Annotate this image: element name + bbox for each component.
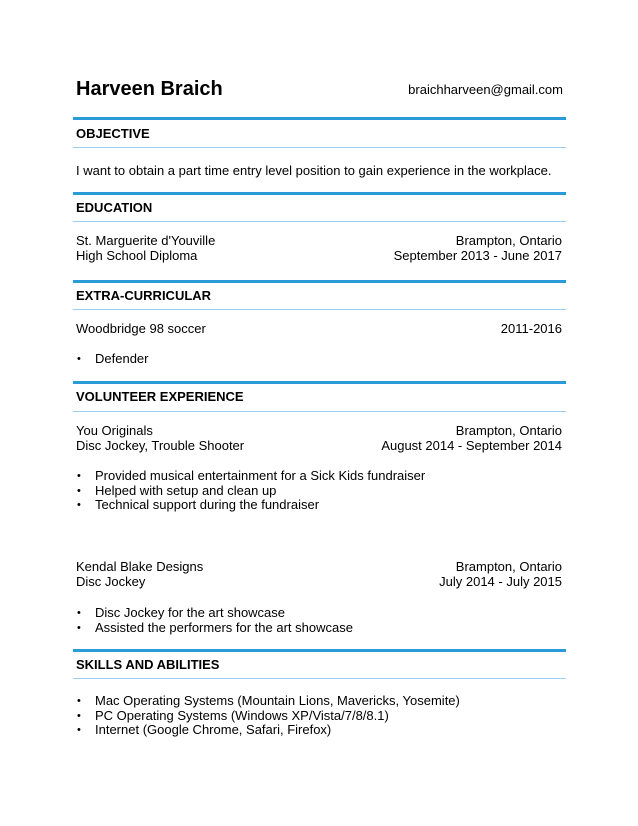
section-rule-thin [73,221,566,222]
resume-header [76,77,563,103]
extracurricular-activity: Woodbridge 98 soccer [76,321,206,336]
extracurricular-bullets [76,352,148,367]
education-school: St. Marguerite d'Youville [76,233,216,248]
list-item: • Helped with setup and clean up [77,482,277,498]
education-location: Brampton, Ontario [455,233,562,248]
section-title-objective: OBJECTIVE [76,126,150,141]
section-rule-thick [73,649,566,652]
volunteer-dates: August 2014 - September 2014 [381,438,562,453]
bullet-icon: • [77,499,81,512]
section-rule-thick [73,192,566,195]
section-rule-thin [73,147,566,148]
section-rule-thick [73,117,566,120]
section-title-skills: SKILLS AND ABILITIES [76,657,220,672]
section-title-extracurricular: EXTRA-CURRICULAR [76,288,212,303]
bullet-icon: • [77,470,81,482]
extracurricular-row [76,321,562,337]
volunteer-job-2-row-org [76,559,562,575]
list-item: • PC Operating Systems (Windows XP/Vista/7/8/8.1) [77,707,389,723]
section-rule-thick [73,280,566,283]
candidate-email: braichharveen@gmail.com [408,82,563,97]
volunteer-job-2-row-role [76,574,562,590]
objective-text: I want to obtain a part time entry level position to gain experience in the workplace. [76,163,552,178]
section-rule-thin [73,678,566,679]
bullet-icon: • [77,621,81,634]
education-credential: High School Diploma [76,248,198,263]
section-title-volunteer: VOLUNTEER EXPERIENCE [76,389,244,404]
list-item: • Mac Operating Systems (Mountain Lions, Mavericks, Yosemite) [77,693,460,708]
list-item: • Disc Jockey for the art showcase [77,605,286,620]
section-title-education: EDUCATION [76,200,153,215]
bullet-icon: • [77,353,81,365]
education-row-credential [76,248,562,264]
bullet-icon: • [77,695,81,707]
section-rule-thin [73,309,566,310]
education-dates: September 2013 - June 2017 [393,248,562,263]
volunteer-org: You Originals [76,423,153,438]
section-rule-thick [73,381,566,384]
list-item: • Technical support during the fundraiser [77,497,320,513]
volunteer-role: Disc Jockey [76,574,146,589]
volunteer-job-1-bullets [76,469,425,513]
bullet-icon: • [77,607,81,619]
volunteer-job-1-row-org [76,423,562,439]
volunteer-location: Brampton, Ontario [455,423,562,438]
skills-bullets [76,694,460,738]
education-row-school [76,233,562,249]
bullet-icon: • [77,724,81,737]
bullet-icon: • [77,484,81,497]
extracurricular-dates: 2011-2016 [500,321,562,336]
volunteer-job-2-bullets [76,606,353,635]
section-rule-thin [73,411,566,412]
volunteer-org: Kendal Blake Designs [76,559,204,574]
volunteer-dates: July 2014 - July 2015 [439,574,562,589]
list-item: • Internet (Google Chrome, Safari, Firefox) [77,722,332,738]
candidate-name: Harveen Braich [76,78,223,100]
list-item: • Assisted the performers for the art showcase [77,619,353,635]
list-item: • Provided musical entertainment for a Sick Kids fundraiser [77,468,426,483]
bullet-icon: • [77,709,81,722]
volunteer-location: Brampton, Ontario [455,559,562,574]
volunteer-role: Disc Jockey, Trouble Shooter [76,438,245,453]
volunteer-job-1-row-role [76,438,562,454]
list-item: • Defender [77,351,149,366]
